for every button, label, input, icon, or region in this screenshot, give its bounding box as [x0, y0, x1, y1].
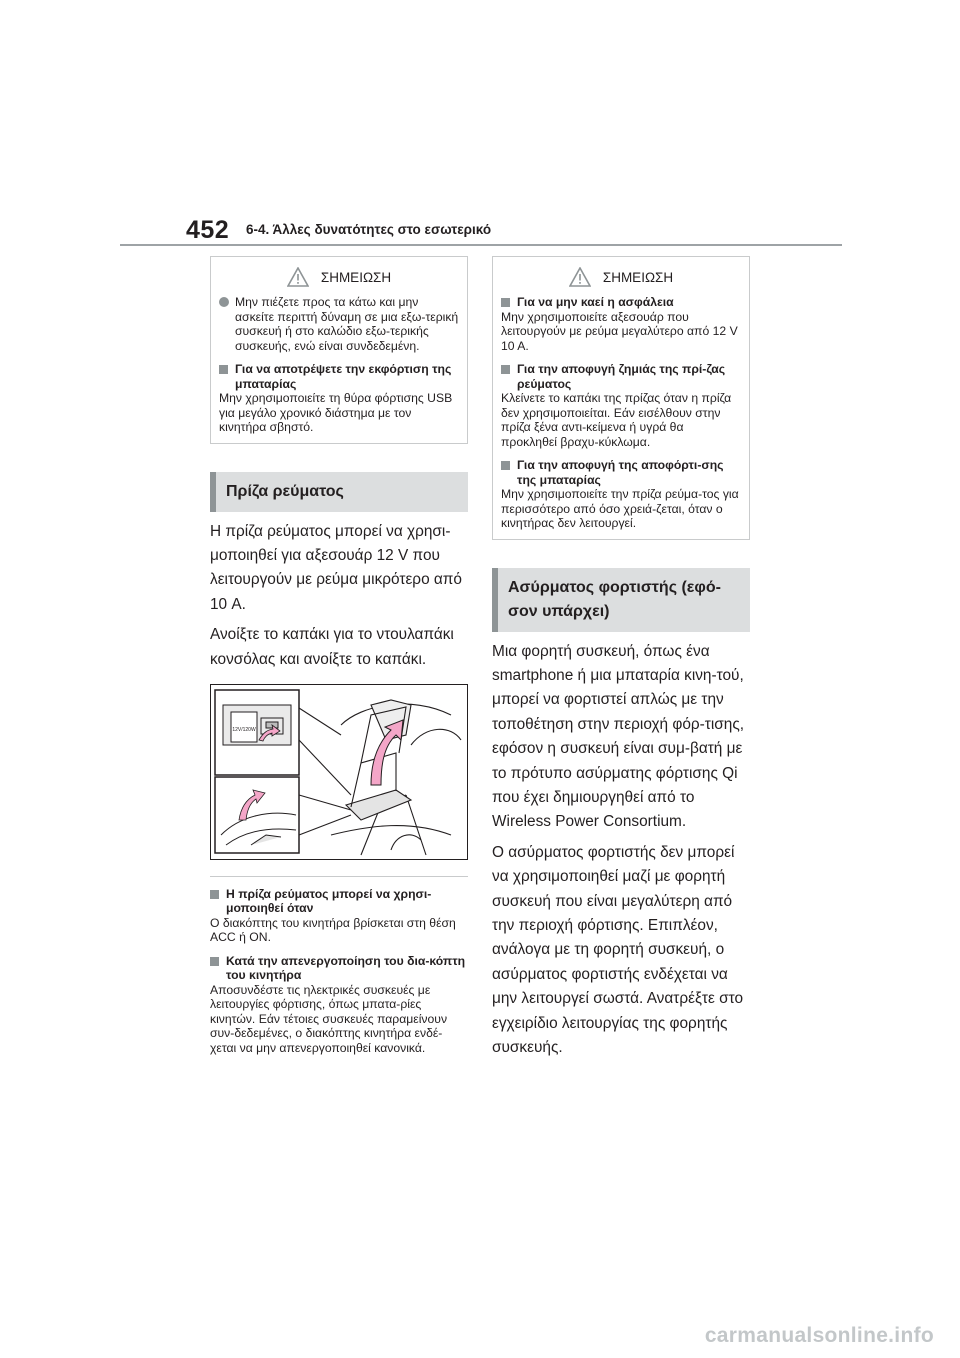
- note-header: [501, 263, 741, 291]
- note-text: Ο διακόπτης του κινητήρα βρίσκεται στη θέση ACC ή ON.: [210, 915, 456, 945]
- outlet-label: 12V/120W: [232, 726, 256, 733]
- right-column: [492, 256, 750, 1066]
- note-title: ΣΗΜΕΙΩΣΗ: [602, 269, 674, 285]
- power-outlet-heading: Πρίζα ρεύματος: [210, 472, 468, 512]
- note-heading: Κατά την απενεργοποίηση του δια-κόπτη του κινητήρα: [226, 953, 466, 983]
- note-item: [210, 887, 468, 945]
- note-box-right: [492, 256, 750, 540]
- note-box-left: [210, 256, 468, 444]
- left-column: [210, 256, 468, 1064]
- note-item-text: Μην χρησιμοποιείτε αξεσουάρ που λειτουργούν με ρεύμα μεγαλύτερο από 12 V 10 A.: [501, 309, 738, 353]
- bullet-dot-icon: [219, 297, 229, 307]
- note-bullet: [219, 295, 459, 353]
- note-item: [501, 362, 741, 449]
- header-rule: [120, 244, 842, 246]
- square-bullet-icon: [501, 365, 510, 374]
- note-text: Αποσυνδέστε τις ηλεκτρικές συσκευές με λειτουργίες φόρτισης, όπως μπατα-ρίες κινητών. Εάν τέτοιες συσκευές παραμείνουν συν-δεδεμένες, ο διακόπτης κινητήρα ενδέ-χεται να μην απενεργοποιηθεί κανονικά.: [210, 982, 448, 1055]
- note-item-heading: Για να μην καεί η ασφάλεια: [517, 295, 674, 309]
- note-heading: Η πρίζα ρεύματος μπορεί να χρησι-μοποιηθεί όταν: [226, 886, 432, 916]
- note-item-heading: Για να αποτρέψετε την εκφόρτιση της μπαταρίας: [235, 362, 452, 391]
- section-title: 6-4. Άλλες δυνατότητες στο εσωτερικό: [246, 222, 492, 237]
- watermark: carmanualsonline.info: [704, 1324, 934, 1347]
- warning-icon: [287, 267, 309, 287]
- note-bullet-text: Μην πιέζετε προς τα κάτω και μην ασκείτε περιττή δύναμη σε μια εξω-τερική συσκευή ή στο καλώδιο εξω-τερικής συσκευής, ενώ είναι συνδεδεμένη.: [235, 295, 459, 353]
- paragraph: Ανοίξτε το καπάκι για το ντουλαπάκι κονσόλας και ανοίξτε το καπάκι.: [210, 626, 454, 668]
- note-item: [219, 362, 459, 435]
- square-bullet-icon: [501, 461, 510, 470]
- square-bullet-icon: [210, 890, 219, 899]
- note-item-heading: Για την αποφυγή ζημιάς της πρί-ζας ρεύματος: [517, 362, 726, 391]
- note-header: [219, 263, 459, 291]
- square-bullet-icon: [210, 957, 219, 966]
- warning-icon: [569, 267, 591, 287]
- square-bullet-icon: [219, 365, 228, 374]
- power-outlet-body: [210, 520, 468, 672]
- page-number: 452: [186, 216, 230, 244]
- usage-notes: [210, 876, 468, 1056]
- note-item-text: Μην χρησιμοποιείτε τη θύρα φόρτισης USB για μεγάλο χρονικό διάστημα με τον κινητήρα σβηστό.: [219, 391, 453, 434]
- note-item: [501, 295, 741, 353]
- wireless-charger-heading: Ασύρματος φορτιστής (εφό-σον υπάρχει): [492, 568, 750, 632]
- paragraph: Μια φορητή συσκευή, όπως ένα smartphone ή μια μπαταρία κινη-τού, μπορεί να φορτιστεί απλώς με την τοποθέτηση στην περιοχή φόρ-τισης, εφόσον η συσκευή είναι συμ-βατή με το πρότυπο ασύρματης φόρτισης Qi που έχει δημιουργηθεί από το Wireless Power Consortium.: [492, 642, 745, 831]
- note-item-text: Κλείνετε το καπάκι της πρίζας όταν η πρίζα δεν χρησιμοποιείται. Εάν εισέλθουν στην πρίζα ξένα αντι-κείμενα ή υγρά θα προκληθεί βραχυ-κύκλωμα.: [501, 391, 732, 449]
- note-item-heading: Για την αποφυγή της αποφόρτι-σης της μπαταρίας: [517, 458, 724, 487]
- note-item: [210, 954, 468, 1056]
- note-item: [501, 458, 741, 531]
- console-drawing: [211, 685, 466, 858]
- console-illustration: [210, 684, 468, 860]
- paragraph: Ο ασύρματος φορτιστής δεν μπορεί να χρησιμοποιηθεί μαζί με φορητή συσκευή που είναι μεγαλύτερη από την περιοχή φόρτισης. Επιπλέον, ανάλογα με τη φορητή συσκευή, ο ασύρματος φορτιστής ενδέχεται να μην λειτουργεί σωστά. Ανατρέξτε στο εγχειρίδιο λειτουργίας της φορητής συσκευής.: [492, 843, 743, 1056]
- wireless-charger-body: [492, 640, 750, 1061]
- paragraph: Η πρίζα ρεύματος μπορεί να χρησι-μοποιηθεί για αξεσουάρ 12 V που λειτουργούν με ρεύμα μικρότερο από 10 A.: [210, 522, 462, 613]
- square-bullet-icon: [501, 298, 510, 307]
- note-item-text: Μην χρησιμοποιείτε την πρίζα ρεύμα-τος για περισσότερο από όσο χρειά-ζεται, όταν ο κινητήρας δεν λειτουργεί.: [501, 487, 739, 530]
- note-title: ΣΗΜΕΙΩΣΗ: [320, 269, 392, 285]
